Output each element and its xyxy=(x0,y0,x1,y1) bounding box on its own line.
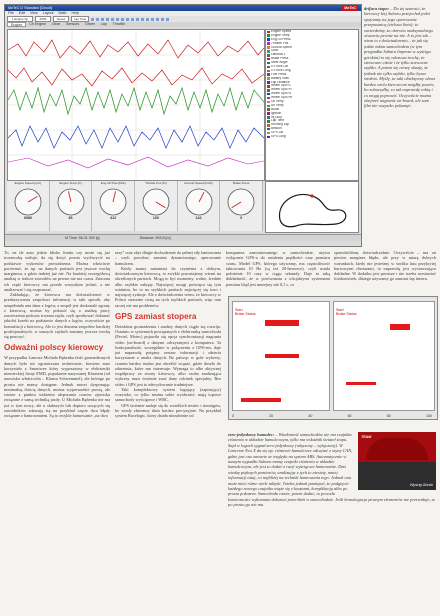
gauge-label: Ground Speed [km/h] xyxy=(184,181,213,185)
channel-color-swatch xyxy=(267,136,270,139)
tab-engine[interactable]: Engine xyxy=(7,22,26,27)
toolbar-field[interactable]: RPM xyxy=(35,16,51,22)
gauge-value: 6980 xyxy=(23,216,32,221)
gauge xyxy=(92,181,135,231)
channel-color-swatch xyxy=(267,50,270,53)
gauge-value: 142 xyxy=(195,216,202,221)
tab-gear[interactable]: Gear xyxy=(52,22,60,26)
channel-color-swatch xyxy=(267,73,270,76)
article-paragraph: W przypadku Lancera Michała Bębenka ilość gromadzonych danych była też ograniczona technicznie, bowiem auto korzystało z Smartwee który wyposażony w elektroniki niemieckiej firmy EMD, popularnie nazywanej Klausem (od nazwiska właściciela – Klausa Schwemmel), ale którego po prostu nie mamy dostępne. Jednak nawet dysponując minimalną ilością danych, można wyprowadzić prostą, ale istotne z punktu widzenia ulepszania czasów zjawiska związane z samą techniką jazdy. U Michała Bębenka nie ma już w tym nowy, ale u słabszych lub dopiero uczących się zawodników zdarzają się na przykład częste dwa błędy związane z hamowaniem. Są to zwykle hamowanie „na dwa xyxy=(4,355,110,418)
article-paragraph: Dziedzina gromadzenia i analizy danych ciągle się rozwija. Ostatnio w systemach powiązanych z elektroniką samochodu (Pectel, Motec) pojawiła się opcja synchronizacji nagrania video (on-board) z danymi odczytanymi z komputera. Ta funkcjonalność, szczególnie w połączeniu z GPS-em, daje już naprawdę potężny zestaw informacji i ułatwia korzystanie z analiz danych. Bo patrząc w gołe wykresy, czasem bardzo trudno jest określić wiązać, gdzie doszło do zdarzenia, które nas interesuje. Wymaga to albo aktywnej współpracy ze strony kierowcy, albo osoba analizująca wykresy musi świetnie znać dany odcinek specjalny. Bez video i GPS jest to zdecydowanie trudniejsze. xyxy=(115,323,221,387)
channel-color-swatch xyxy=(267,38,270,41)
channel-color-swatch xyxy=(267,101,270,104)
gauge-dial xyxy=(8,186,48,216)
sidebar-caption-lead: drifaca stopa: xyxy=(364,6,389,11)
gauge xyxy=(135,181,178,231)
channel-color-swatch xyxy=(267,77,270,80)
gauge xyxy=(50,181,93,231)
title-bar xyxy=(5,5,361,11)
channel-color-swatch xyxy=(267,34,270,37)
channel-label: Wheel Spd RL xyxy=(271,92,292,96)
gauge-dial xyxy=(93,186,133,216)
tab-driver[interactable]: Driver xyxy=(85,22,95,26)
channel-color-swatch xyxy=(267,58,270,61)
window-title: MoTeC i2 Standard [Circuit] xyxy=(8,6,52,10)
legend-start-2: Start xyxy=(336,308,344,312)
section-heading: Odważni polscy kierowcy xyxy=(4,343,104,353)
gauge-dial xyxy=(221,186,261,216)
gauge-dial xyxy=(179,186,219,216)
video-overlay: Wyścig Górski xyxy=(410,482,433,487)
channel-label: Inj Duty xyxy=(271,115,282,119)
brake-chart-plot xyxy=(232,301,330,411)
bottom-caption-text: – Wiadomość samochodów nie ma czujnika ciśnienia w układzie hamulcowym, tylko ma wskaźnik świateł stopu. Stąd w logach sygnał zero-jedynkowy (włączony – wyłączony). W Lancerze Evo X da się np. ciśnienie hamulcowe odczytać z szyny CAN, gdzie jest ono zawarte ze względu na system ABS. Automatycznie w naszym wypadku Subaru mamy czujniki ciśnienia w układzie hamulcowym, ale jest to dodać z racji wyścigowe hamowanie. Dziś wiedzę pięknych pomiarów, analizując z tych to niestety, mniej informacji tutaj, co najbliżej na techniki hamowania tego. Jednak ona może mieć różne wiele taktyki. Trzeba jednak pamiętać, że podgięcie każdego nowego czujnika wiąże się z kosztami, komplikacją albo po prostu pokazem. Samochodu ramie, potem dodać, to powodu konieczności wykonania dokonać przeróbek w samochodzie. Jeśli homologacja pewnym elementów nie przewiduje, to po prostu go nie ma. xyxy=(228,432,436,508)
gauge-dial xyxy=(51,186,91,216)
channel-color-swatch xyxy=(267,132,270,135)
article-paragraph: komputera zamontowanego w samochodzie, używa wyłącznie GPS-u do ustalenia prędkości oraz pomiaru czasu. Model GPS, którego używamy, ma częstotliwość taktowania 10 Hz (są też 20-herzowe), czyli ustala położenie 10 razy w ciągu sekundy. Daje to taką dokładność, że w porównaniu z oficjalnymi systemami pomiaru błąd jest mniejszy niż 0,1 s, co xyxy=(226,250,330,287)
section-heading: GPS zamiast stopera xyxy=(115,311,197,321)
channel-color-swatch xyxy=(267,124,270,127)
channel-label: Steer Angle xyxy=(271,61,288,65)
channel-row[interactable] xyxy=(266,135,358,139)
channel-label: Engine Temp xyxy=(271,33,290,37)
toolbar-field[interactable]: Speed xyxy=(53,16,69,22)
tab-throttle[interactable]: Throttle xyxy=(112,22,125,26)
menu-help[interactable]: Help xyxy=(71,11,79,15)
article-paragraph: Taki kompleksowy system logujący (zapisujący) wszystko, co tylko można sobie wyobrazić, mają topowe samochody wyścigowe i WRC. xyxy=(115,386,221,403)
channel-color-swatch xyxy=(267,54,270,57)
gauge xyxy=(7,181,50,231)
chart-axis-labels xyxy=(232,414,432,418)
telemetry-graph[interactable] xyxy=(7,29,265,181)
channel-color-swatch xyxy=(267,108,270,111)
legend-start: Start xyxy=(235,308,243,312)
channel-label: Ground Speed xyxy=(271,45,292,49)
channel-color-swatch xyxy=(267,105,270,108)
article-column-2 xyxy=(115,250,221,612)
article-paragraph: Kiedy mamy natomiast do czynienia z dobrym, doświadczonym kierowcą, to zwykle pozostajemy wierni na określonych partiach. Mogą to być momenty, wolne, średnie albo szybkie zakręty. Najwięcej uwagi poświęca się tym ostatnim, bo to na szybkich partiach najwięcej się traci i najwięcej zyskuje. Ale z doświadczenia wiem, że kierowcy w Polsce strasznie cisną na tych szybkich partiach, więc tam raczej nie ma problemów. xyxy=(115,265,221,308)
article-paragraph: To, na ile auto jedzie blisko limitu czy może się już troszeczkę usiłuje, da się dosyć prosto wychwycić na podstawie wykresów prowadzenia. Można właściwie porównać, że np. na danych partiach jest jeszcze trochę marginesu, a gdzie indziej już nie. Na bardziej szczegółową analizę w trakcie zawodów na pewno nie ma czasu. Znaczna ich część kierowcy ma przede wszystkim jechać, a nie analizować i się rozpraszać. xyxy=(4,250,110,292)
tab-sensors[interactable]: Sensors xyxy=(66,22,80,26)
brake-chart-plot-2 xyxy=(333,301,435,411)
channel-label: Boost xyxy=(271,107,280,111)
brake-chart-svg-2 xyxy=(334,302,434,410)
channel-label: Ignition xyxy=(271,111,282,115)
gauge-label: Engine Temp [C] xyxy=(59,181,82,185)
channel-label: Gear xyxy=(271,49,279,53)
channel-label: Fuel Press xyxy=(271,72,287,76)
channel-list[interactable] xyxy=(265,29,359,181)
channel-label: Wheel Spd RR xyxy=(271,96,293,100)
tab-lap[interactable]: Lap xyxy=(100,22,107,26)
gauge-dial xyxy=(136,186,176,216)
video-logo: TEAM xyxy=(361,435,372,439)
article-paragraph: sprawdziliśmy doświadczalnie. Oczywiście – ma on pewien margines błędu, ale przy w miarę dobrych warunkach, kiedy nie jesteśmy w środku lasu przykrytej burzowymi chmurami, to naprawdę jest wystarczająco dokładne. W dodatku jest prostsze i nie trzeba rozstawiać fotokomórek, dlatego używamy go zamiast lap timera. xyxy=(334,250,436,282)
channel-color-swatch xyxy=(267,97,270,100)
gauge-panel xyxy=(7,181,263,231)
channel-color-swatch xyxy=(267,116,270,119)
article-paragraph: razy” oraz zbyt długie dochodzenie do pełnej siły hamowania – czyli powolne, zamiast dynamicznego, operowanie hamulcem. xyxy=(115,250,221,266)
channel-label: GPS Long xyxy=(271,135,286,139)
menu-math[interactable]: Math xyxy=(58,11,67,15)
channel-color-swatch xyxy=(267,31,270,34)
channel-color-swatch xyxy=(267,62,270,65)
tab-strip xyxy=(5,22,361,27)
article-column-1 xyxy=(4,250,110,612)
article-paragraph: Zakładając, że kierowca ma doświadczenie w przekazywaniu zespołowi informacji w taki sposób, aby uzupełniała ona dane z logów, a zespół jest doskonale zgrany z kierowcą, można by pokusić się o analizę pracy zawieszenia podczas trwania rajdu, czyli sprobować dokonać jakichś korekt na podstawie danych z logów, oczywiście po konsultacji z kierowcą. Ale to jest domena zespołów bardziej profesjonalnych, w naszych rajdach musimy jeszcze trochę się pouczyć. xyxy=(4,292,110,339)
status-bar xyxy=(5,234,361,241)
menu-file[interactable]: File xyxy=(8,11,14,15)
channel-label: Lap Distance xyxy=(271,80,290,84)
article-paragraph: GPS świetnie nadaje się do wszelkich testów i treningów, bo wtedy zbieramy dużo bardzo precyzyjnie. Na przykład system Racelogic, który działa niezależnie od xyxy=(115,402,221,418)
channel-label: Eng Oil Press xyxy=(271,37,291,41)
onboard-video-thumbnail[interactable] xyxy=(358,432,436,490)
channel-color-swatch xyxy=(267,81,270,84)
channel-label: Lap Time xyxy=(271,119,285,123)
channel-color-swatch xyxy=(267,128,270,131)
motec-logo: MoTeC xyxy=(344,6,356,10)
channel-color-swatch xyxy=(267,120,270,123)
graph-svg xyxy=(8,30,264,180)
brake-chart-window xyxy=(228,296,438,420)
axis-tick-label: 40 xyxy=(308,413,313,418)
sidebar-caption xyxy=(364,6,436,246)
gauge xyxy=(178,181,221,231)
gauge-value: 0 xyxy=(240,216,243,221)
channel-label: Beacon xyxy=(271,127,282,131)
channel-color-swatch xyxy=(267,85,270,88)
status-distance: Distance: 903.8 [m] xyxy=(139,236,171,240)
axis-tick-label: 100 xyxy=(425,413,432,418)
toolbar-field[interactable]: Lap Time xyxy=(71,16,89,22)
article-column-4 xyxy=(334,250,436,292)
channel-label: Battery Volts xyxy=(271,76,289,80)
bottom-caption xyxy=(228,432,436,612)
bottom-caption-lead: zero-jedynkowy hamulec: xyxy=(228,432,275,437)
gauge-label: Brake Press xyxy=(233,181,250,185)
track-map[interactable] xyxy=(265,181,359,233)
channel-label: Running Lap xyxy=(271,123,290,127)
channel-color-swatch xyxy=(267,93,270,96)
channel-label: G Force Long xyxy=(271,68,291,72)
telemetry-software-window xyxy=(4,4,362,247)
channel-label: GPS Lat xyxy=(271,131,284,135)
channel-color-swatch xyxy=(267,89,270,92)
track-map-svg xyxy=(266,182,358,232)
gauge-label: Engine Speed [rpm] xyxy=(14,181,42,185)
gauge-value: 100 xyxy=(152,216,159,221)
channel-label: Air Temp xyxy=(271,103,284,107)
channel-label: Oil Temp xyxy=(271,100,284,104)
channel-label: Throttle Pos xyxy=(271,41,289,45)
menu-view[interactable]: View xyxy=(30,11,38,15)
channel-color-swatch xyxy=(267,66,270,69)
tab-ch-engine[interactable]: Ch Engine xyxy=(29,22,46,26)
article-column-3 xyxy=(226,250,330,290)
channel-label: Lambda 1 xyxy=(271,53,286,57)
channel-label: Brake Press xyxy=(271,57,289,61)
sidebar-caption-text: – Do tej szarości, że kierowcy lżej Subaru przejechał jedni spojrzany na jego operowanie przepustnicą (zielona linia); to stwierdzimy, że okresów maksymalnego otwarcia pewnie na nie. A to jest tak – wiem to z doświadczenia – że jak się jedzie takim samochodem (w tym przypadku Subaru Impreza w wyścigu górskim) to się odczuwa trochę, że stresowne ciśnie i że tylko stresowne szybko. A potem się cieszę okazję, że jednak nie tylko szybko, tylko bywa średnio. Myślę, że taki obiektywny obraz bardzo wielu kierowcom mógłby pomóc, bo zobaczyłby, co tak naprawdę robią i co mogą poprawić. Oczywiście można obejrzeć nagranie on-board, ale sam film nie wszystko pokazuje. xyxy=(364,6,436,109)
axis-tick-label: 20 xyxy=(269,413,274,418)
channel-label: G Force Lat xyxy=(271,65,288,69)
gauge-label: Eng Oil Pres [kPa] xyxy=(100,181,126,185)
channel-color-swatch xyxy=(267,112,270,115)
gauge-label: Throttle Pos [%] xyxy=(145,181,167,185)
gauge xyxy=(220,181,263,231)
channel-label: Wheel Spd FR xyxy=(271,88,292,92)
channel-label: Wheel Spd FL xyxy=(271,84,292,88)
legend-brake-status: Brake Status xyxy=(235,312,256,317)
menu-layout[interactable]: Layout xyxy=(42,11,54,15)
channel-label: Engine Speed xyxy=(271,30,292,33)
status-time: M Time: 56.31 000 [s] xyxy=(65,236,100,240)
toolbar-field[interactable]: 1 Engine Sp xyxy=(7,16,33,22)
channel-color-swatch xyxy=(267,42,270,45)
axis-tick-label: 60 xyxy=(347,413,352,418)
gauge-value: 412 xyxy=(110,216,117,221)
axis-tick-label: 80 xyxy=(386,413,391,418)
toolbar-icons[interactable] xyxy=(91,18,171,21)
menu-edit[interactable]: Edit xyxy=(18,11,25,15)
channel-color-swatch xyxy=(267,70,270,73)
channel-color-swatch xyxy=(267,46,270,49)
axis-tick-label: 0 xyxy=(232,413,234,418)
gauge-value: 85 xyxy=(68,216,73,221)
legend-brake-status-2: Brake Status xyxy=(336,312,357,317)
brake-chart-svg xyxy=(233,302,329,410)
